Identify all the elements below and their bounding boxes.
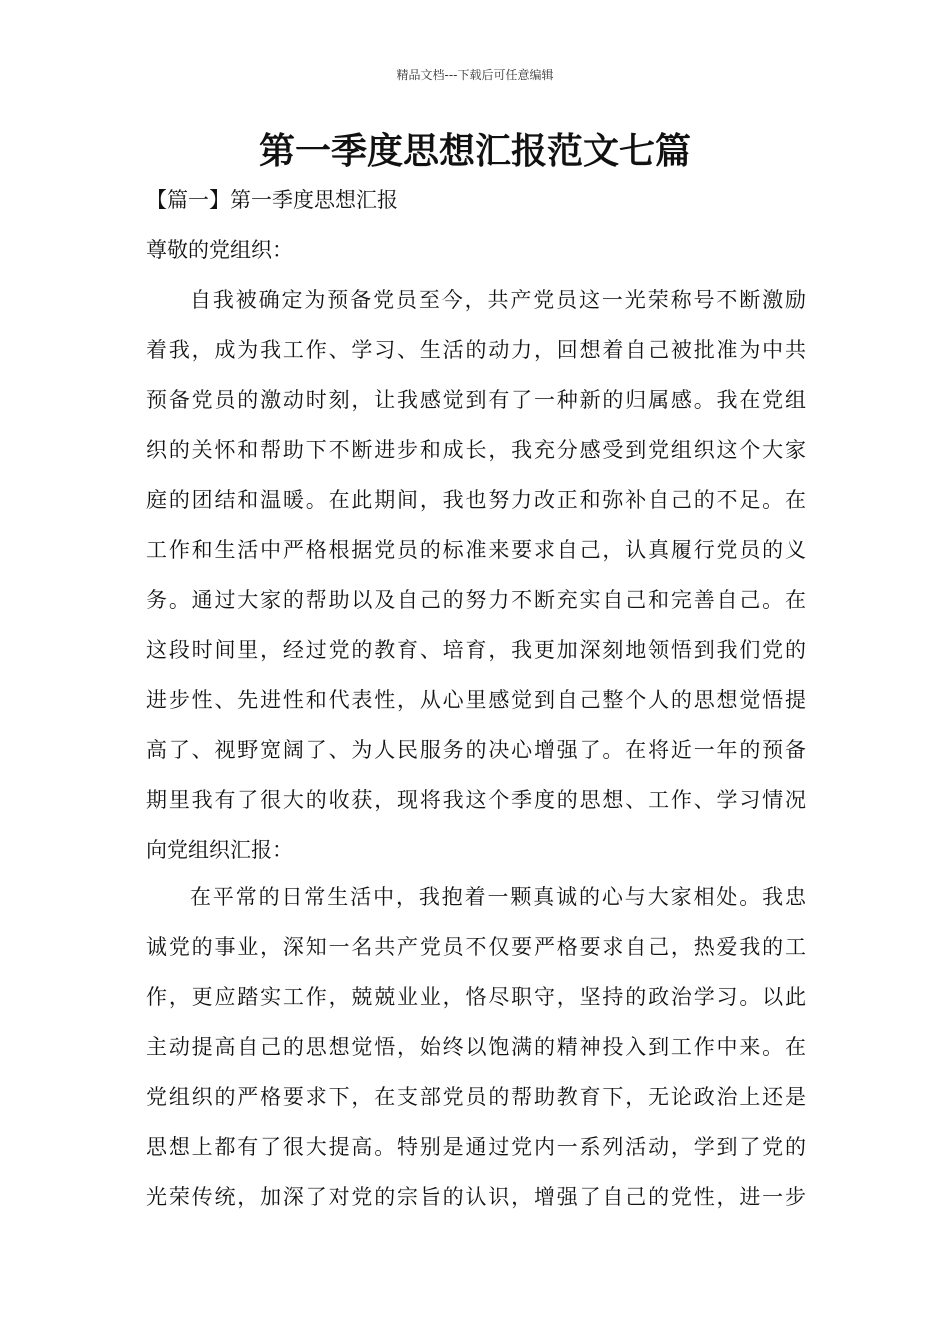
paragraph-line: 自我被确定为预备党员至今，共产党员这一光荣称号不断激励: [190, 288, 806, 312]
paragraph-line: 进步性、先进性和代表性，从心里感觉到自己整个人的思想觉悟提: [146, 688, 806, 712]
paragraph-line: 作，更应踏实工作，兢兢业业，恪尽职守，坚持的政治学习。以此: [146, 985, 806, 1009]
paragraph-line: 织的关怀和帮助下不断进步和成长，我充分感受到党组织这个大家: [146, 438, 806, 462]
paragraph-line: 工作和生活中严格根据党员的标准来要求自己，认真履行党员的义: [146, 538, 806, 562]
paragraph-line: 党组织的严格要求下，在支部党员的帮助教育下，无论政治上还是: [146, 1085, 806, 1109]
paragraph-line: 高了、视野宽阔了、为人民服务的决心增强了。在将近一年的预备: [146, 738, 806, 762]
paragraph-line: 诚党的事业，深知一名共产党员不仅要严格要求自己，热爱我的工: [146, 935, 806, 959]
paragraph-line: 期里我有了很大的收获，现将我这个季度的思想、工作、学习情况: [146, 788, 806, 812]
paragraph-line: 这段时间里，经过党的教育、培育，我更加深刻地领悟到我们党的: [146, 638, 806, 662]
header-note: 精品文档---下载后可任意编辑: [396, 68, 554, 82]
salutation: 尊敬的党组织：: [146, 238, 293, 262]
paragraph-line: 预备党员的激动时刻，让我感觉到有了一种新的归属感。我在党组: [146, 388, 806, 412]
paragraph-line: 着我，成为我工作、学习、生活的动力，回想着自己被批准为中共: [146, 338, 806, 362]
paragraph-line: 向党组织汇报：: [146, 838, 293, 862]
body-paragraph: [146, 872, 806, 1222]
section-heading: 【篇一】第一季度思想汇报: [146, 188, 398, 212]
paragraph-line: 主动提高自己的思想觉悟，始终以饱满的精神投入到工作中来。在: [146, 1035, 806, 1059]
document-title: 第一季度思想汇报范文七篇: [258, 131, 691, 172]
paragraph-line: 光荣传统，加深了对党的宗旨的认识，增强了自己的党性，进一步: [146, 1185, 806, 1209]
paragraph-line: 务。通过大家的帮助以及自己的努力不断充实自己和完善自己。在: [146, 588, 806, 612]
paragraph-line: 庭的团结和温暖。在此期间，我也努力改正和弥补自己的不足。在: [146, 488, 806, 512]
paragraph-line: 在平常的日常生活中，我抱着一颗真诚的心与大家相处。我忠: [190, 885, 806, 909]
body-paragraph: [146, 275, 806, 875]
paragraph-line: 思想上都有了很大提高。特别是通过党内一系列活动，学到了党的: [146, 1135, 806, 1159]
